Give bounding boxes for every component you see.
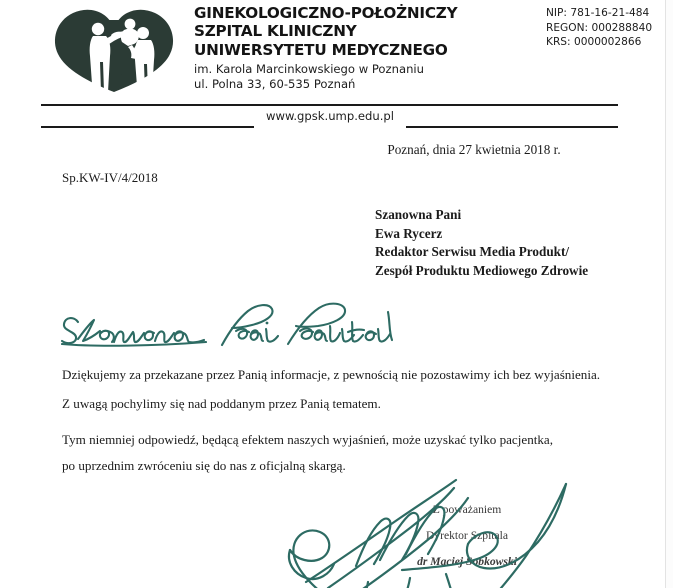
- reference-number: Sp.KW-IV/4/2018: [62, 170, 158, 185]
- body-spacer: [62, 421, 613, 429]
- closing-block: [352, 497, 582, 575]
- nip-value: NIP: 781-16-21-484: [546, 7, 650, 19]
- addressee-line-4: Zespół Produktu Mediowego Zdrowie: [375, 262, 589, 278]
- org-line-2: SZPITAL KLINICZNY: [194, 22, 357, 41]
- regon-value: REGON: 000288840: [546, 21, 653, 34]
- valediction: Z poważaniem: [432, 503, 502, 516]
- scan-edge-highlight: [666, 0, 673, 588]
- org-line-3: UNIWERSYTETU MEDYCZNEGO: [194, 40, 448, 59]
- addressee-line-3: Redaktor Serwisu Media Produkt/: [375, 244, 570, 260]
- body-paragraph-1: Dziękujemy za przekazane przez Panią informacje, z pewnością nie pozostawimy ich bez wyjaśnienia.: [62, 367, 601, 382]
- registration-identifiers: [546, 6, 652, 50]
- body-paragraph-2: Z uwagą pochylimy się nad poddanym przez Panią tematem.: [62, 395, 381, 411]
- addressee-line-2: Ewa Rycerz: [375, 225, 443, 241]
- addressee-block: [375, 206, 588, 280]
- header-rule-top: [41, 104, 618, 106]
- header-rule-bottom-left: [41, 126, 254, 128]
- organization-header: [194, 4, 474, 92]
- org-subtitle-1: im. Karola Marcinkowskiego w Poznaniu: [194, 62, 424, 77]
- signatory-title: Dyrektor Szpitala: [425, 529, 509, 542]
- heart-family-logo: [44, 6, 184, 92]
- signatory-name: dr Maciej Sobkowski: [417, 555, 517, 568]
- org-address: ul. Polna 33, 60-535 Poznań: [194, 77, 356, 92]
- krs-value: KRS: 0000002866: [546, 36, 642, 49]
- header-rule-bottom-right: [406, 126, 618, 128]
- handwritten-salutation: [56, 298, 396, 360]
- org-line-1: GINEKOLOGICZNO-POŁOŻNICZY: [194, 4, 458, 22]
- addressee-line-1: Szanowna Pani: [375, 207, 462, 222]
- scan-edge-line: [665, 0, 666, 588]
- website-url: www.gpsk.ump.edu.pl: [265, 109, 395, 123]
- body-paragraph-3: Tym niemniej odpowiedź, będącą efektem naszych wyjaśnień, może uzyskać tylko pacjentka,: [62, 432, 554, 447]
- body-paragraph-4: po uprzednim zwróceniu się do nas z oficjalną skargą.: [62, 457, 346, 473]
- letter-body: [62, 364, 613, 483]
- date-line: Poznań, dnia 27 kwietnia 2018 r.: [387, 142, 561, 157]
